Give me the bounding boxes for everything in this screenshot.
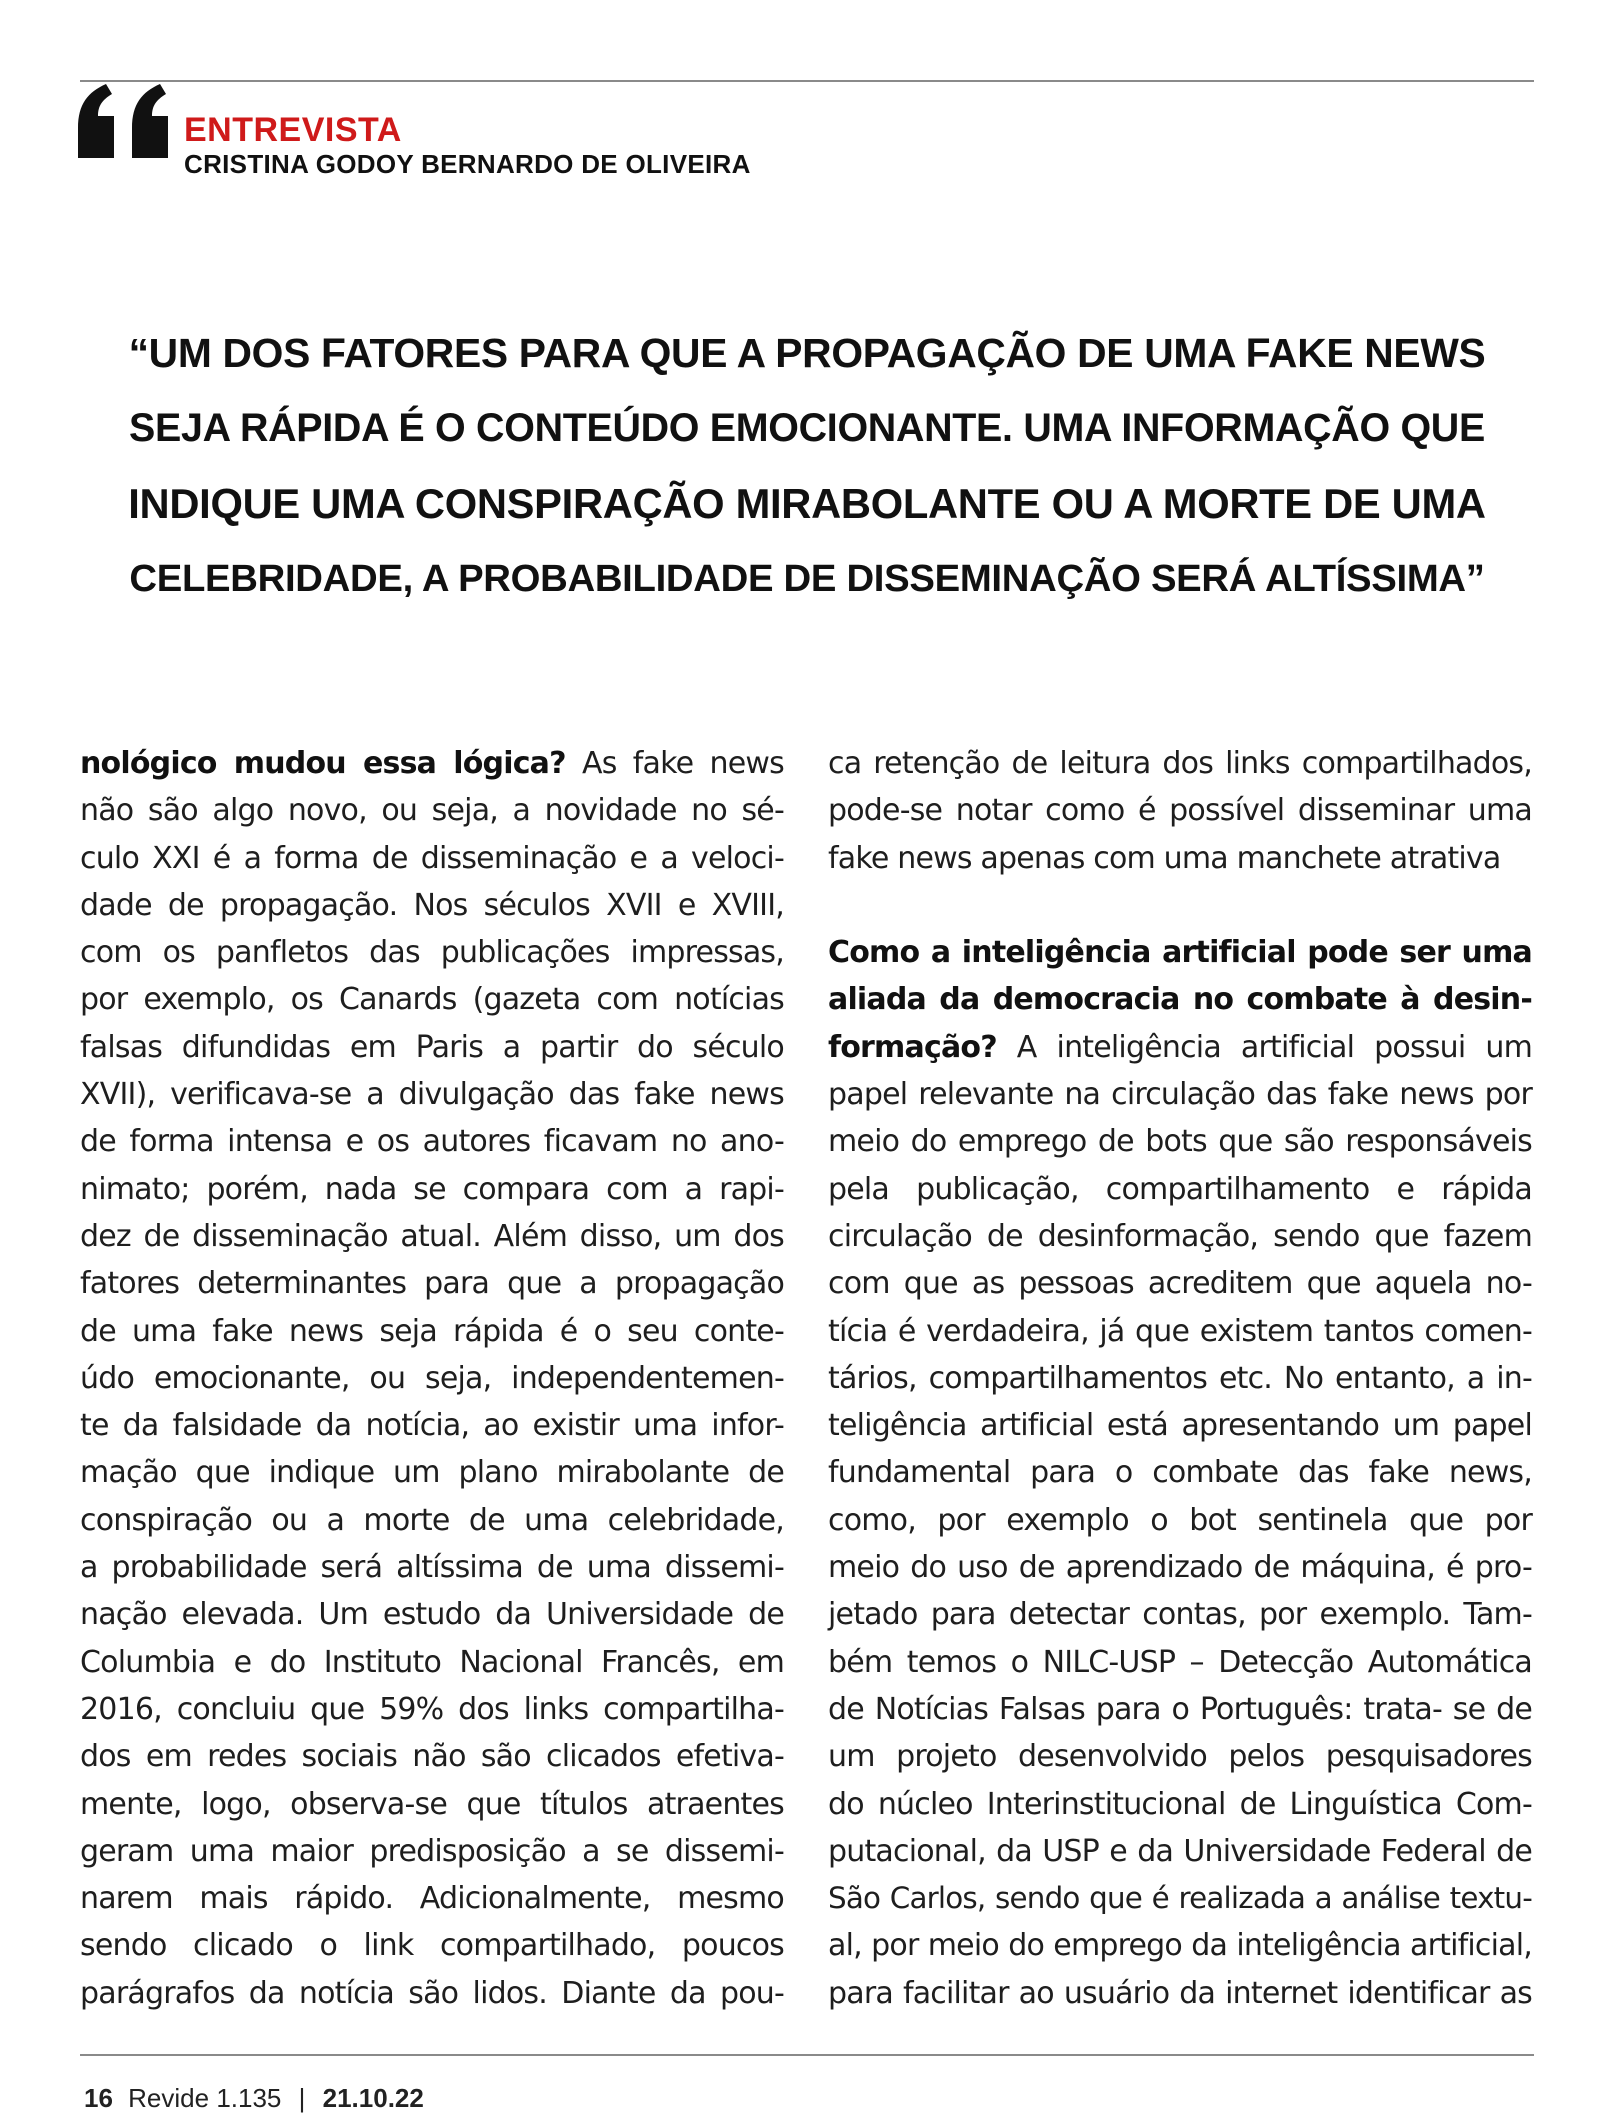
text-line: de Notícias Falsas para o Português: trata- se de [828, 1691, 1532, 1727]
text-line: putacional, da USP e da Universidade Federal de [828, 1833, 1532, 1869]
text-line: falsas difundidas em Paris a partir do século [80, 1029, 784, 1065]
text-line: pode-se notar como é possível disseminar uma [828, 793, 1532, 829]
question-text: formação? [828, 1029, 997, 1065]
text-line: te da falsidade da notícia, ao existir uma infor- [80, 1408, 784, 1444]
bottom-rule [80, 2054, 1534, 2056]
text-line: narem mais rápido. Adicionalmente, mesmo [80, 1881, 784, 1917]
text-line [80, 740, 784, 787]
text-line: dade de propagação. Nos séculos XVII e XVIII, [80, 887, 784, 923]
page-number: 16 [84, 2083, 113, 2113]
text-line: para facilitar ao usuário da internet identificar as [828, 1975, 1532, 2011]
pull-quote-line: INDIQUE UMA CONSPIRAÇÃO MIRABOLANTE OU A MORTE DE UMA [128, 480, 1486, 527]
text-line: ca retenção de leitura dos links compartilhados, [828, 746, 1532, 781]
left-column [80, 740, 784, 2017]
text-line: XVII), verificava-se a divulgação das fake news [80, 1077, 784, 1113]
question-text: Como a inteligência artificial pode ser uma [828, 935, 1532, 971]
text-line: meio do emprego de bots que são responsáveis [828, 1124, 1532, 1160]
text-line: dez de disseminação atual. Além disso, um dos [80, 1218, 784, 1254]
text-line: meio do uso de aprendizado de máquina, é pro- [828, 1550, 1532, 1586]
paragraph-gap [828, 882, 1532, 929]
text-line: fatores determinantes para que a propagação [80, 1266, 784, 1302]
section-label: ENTREVISTA [184, 111, 402, 149]
text-line: de uma fake news seja rápida é o seu conte- [80, 1313, 784, 1349]
text-line: al, por meio do emprego da inteligência artificial, [828, 1928, 1532, 1964]
text-line: jetado para detectar contas, por exemplo. Tam- [828, 1597, 1532, 1633]
text-line: São Carlos, sendo que é realizada a análise textu- [828, 1881, 1532, 1916]
text-line: parágrafos da notícia são lidos. Diante da pou- [80, 1975, 784, 2011]
text-line: nimato; porém, nada se compara com a rapi- [80, 1171, 784, 1207]
pull-quote-line: CELEBRIDADE, A PROBABILIDADE DE DISSEMINAÇÃO SERÁ ALTÍSSIMA” [129, 557, 1485, 600]
text-line: mação que indique um plano mirabolante de [80, 1455, 784, 1491]
answer-text: As fake news [565, 746, 784, 781]
text-line: nação elevada. Um estudo da Universidade de [80, 1597, 784, 1633]
text-line: sendo clicado o link compartilhado, poucos [80, 1928, 784, 1964]
text-line: com que as pessoas acreditem que aquela no- [828, 1266, 1532, 1302]
text-line: um projeto desenvolvido pelos pesquisadores [828, 1739, 1532, 1775]
text-line: a probabilidade será altíssima de uma dissemi- [80, 1550, 784, 1586]
text-line: mente, logo, observa-se que títulos atraentes [80, 1786, 784, 1822]
text-line: geram uma maior predisposição a se dissemi- [80, 1833, 784, 1869]
text-line: fundamental para o combate das fake news, [828, 1455, 1532, 1491]
text-line: culo XXI é a forma de disseminação e a veloci- [80, 840, 784, 876]
question-text: nológico mudou essa lógica? [80, 746, 566, 781]
top-rule [80, 80, 1534, 82]
text-line: bém temos o NILC-USP – Detecção Automática [828, 1644, 1532, 1680]
quote-mark-icon [72, 62, 190, 180]
text-line: não são algo novo, ou seja, a novidade no sé- [80, 793, 784, 829]
pull-quote-line: “UM DOS FATORES PARA QUE A PROPAGAÇÃO DE UMA FAKE NEWS [128, 330, 1486, 376]
interviewee-name: CRISTINA GODOY BERNARDO DE OLIVEIRA [184, 149, 751, 179]
text-line: de forma intensa e os autores ficavam no ano- [80, 1124, 784, 1160]
text-line: tários, compartilhamentos etc. No entanto, a in- [828, 1360, 1532, 1396]
text-line: teligência artificial está apresentando um papel [828, 1408, 1532, 1444]
text-line [828, 1024, 1532, 1071]
footer-separator: | [298, 2083, 306, 2113]
text-line: por exemplo, os Canards (gazeta com notícias [80, 982, 784, 1018]
text-line: conspiração ou a morte de uma celebridade, [80, 1502, 784, 1538]
text-line: circulação de desinformação, sendo que fazem [828, 1218, 1532, 1254]
text-line: fake news apenas com uma manchete atrativa [828, 840, 1501, 876]
question-text: aliada da democracia no combate à desin- [828, 982, 1532, 1018]
right-column [828, 740, 1532, 2017]
text-line: pela publicação, compartilhamento e rápida [828, 1171, 1532, 1207]
text-line: com os panfletos das publicações impressas, [80, 935, 784, 971]
answer-text: A inteligência artificial possui um [996, 1029, 1532, 1065]
issue-date: 21.10.22 [322, 2083, 424, 2113]
publication-issue: Revide 1.135 [128, 2083, 282, 2113]
text-line: údo emocionante, ou seja, independentemen- [80, 1360, 784, 1396]
text-line: Columbia e do Instituto Nacional Francês, em [80, 1644, 784, 1680]
page-footer [84, 2082, 424, 2114]
text-line: papel relevante na circulação das fake news por [828, 1077, 1532, 1113]
text-line: 2016, concluiu que 59% dos links compartilha- [80, 1691, 784, 1727]
text-line: do núcleo Interinstitucional de Linguística Com- [828, 1786, 1532, 1822]
pull-quote-line: SEJA RÁPIDA É O CONTEÚDO EMOCIONANTE. UMA INFORMAÇÃO QUE [129, 406, 1485, 450]
text-line: como, por exemplo o bot sentinela que por [828, 1502, 1532, 1538]
pull-quote [120, 316, 1494, 616]
text-line: tícia é verdadeira, já que existem tantos comen- [828, 1313, 1532, 1349]
text-line: dos em redes sociais não são clicados efetiva- [80, 1739, 784, 1775]
